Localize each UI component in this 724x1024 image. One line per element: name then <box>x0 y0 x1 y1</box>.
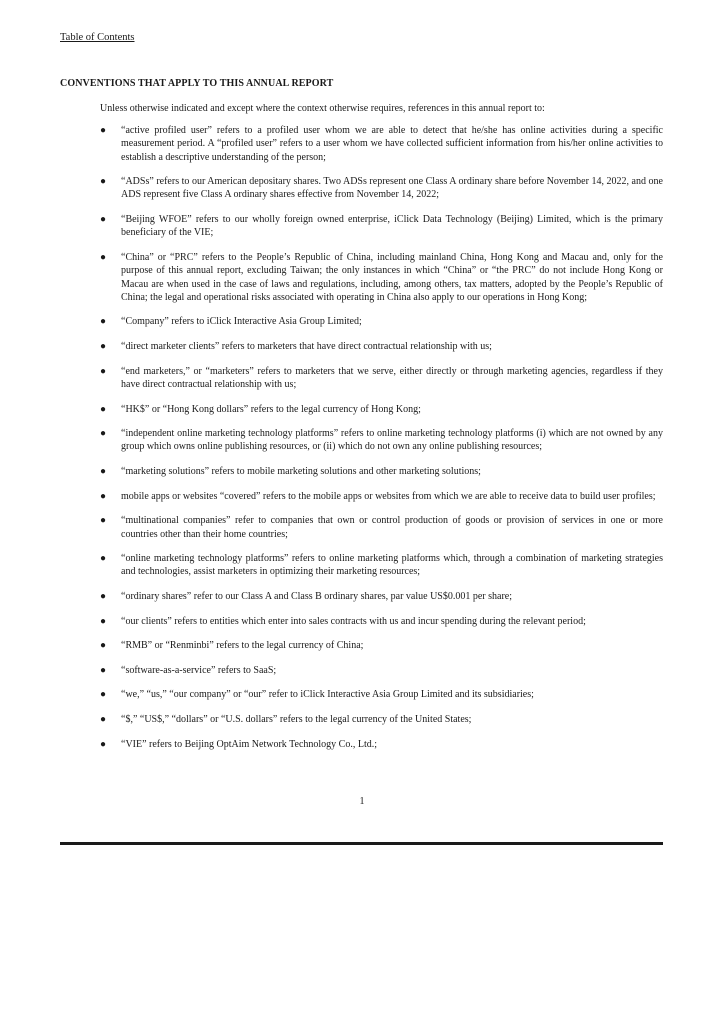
list-item <box>100 315 663 328</box>
list-item <box>100 490 663 503</box>
bullet-icon: ● <box>100 490 107 502</box>
list-item-text: “end marketers,” or “marketers” refers to marketers that we serve, either directly or through marketing agencies, regardless if they have direct contractual relationship with us; <box>121 365 663 390</box>
bullet-icon: ● <box>100 515 107 527</box>
bullet-icon: ● <box>100 251 107 263</box>
list-item-text: “active profiled user” refers to a profiled user whom we are able to detect that he/she has online activities during a specific measurement period. A “profiled user” refers to a user whom we have collected sufficient information from his/her online activities to establish a descriptive understanding of the person; <box>121 125 663 163</box>
page-number: 1 <box>359 796 365 807</box>
list-item <box>100 213 663 240</box>
list-item <box>100 465 663 478</box>
list-item-text: “RMB” or “Renminbi” refers to the legal currency of China; <box>121 640 364 652</box>
bullet-icon: ● <box>100 553 107 565</box>
list-item-text: “$,” “US$,” “dollars” or “U.S. dollars” refers to the legal currency of the United States; <box>121 713 472 725</box>
bullet-icon: ● <box>100 664 107 676</box>
list-item <box>100 688 663 701</box>
bullet-icon: ● <box>100 590 107 602</box>
list-item-text: “multinational companies” refer to companies that own or control production of goods or provision of services in one or more countries other than their home countries; <box>121 515 663 540</box>
list-item-text: mobile apps or websites “covered” refers to the mobile apps or websites from which we are able to receive data to build user profiles; <box>121 490 656 502</box>
list-item <box>100 514 663 541</box>
bullet-icon: ● <box>100 428 107 440</box>
list-item-text: “ADSs” refers to our American depositary shares. Two ADSs represent one Class A ordinary share before November 14, 2022, and one ADS represent five Class A ordinary shares effective from November 14, 2022; <box>121 176 663 201</box>
list-item <box>100 175 663 202</box>
list-item-text: “Beijing WFOE” refers to our wholly foreign owned enterprise, iClick Data Technology (Beijing) Limited, which is the primary beneficiary of the VIE; <box>121 214 663 239</box>
table-of-contents-link[interactable]: Table of Contents <box>60 32 135 43</box>
list-item-text: “Company” refers to iClick Interactive Asia Group Limited; <box>121 316 362 328</box>
list-item <box>100 615 663 628</box>
list-item-text: “direct marketer clients” refers to marketers that have direct contractual relationship with us; <box>121 341 492 353</box>
bullet-icon: ● <box>100 640 107 652</box>
footer-divider <box>60 842 663 845</box>
list-item <box>100 403 663 416</box>
list-item <box>100 738 663 751</box>
list-item-text: “independent online marketing technology platforms” refers to online marketing technology platforms (i) which are not owned by any group which owns online publishing resources, or (ii) which do not own any online publishing resources; <box>121 428 663 453</box>
bullet-icon: ● <box>100 176 107 188</box>
section-heading: CONVENTIONS THAT APPLY TO THIS ANNUAL REPORT <box>60 78 334 89</box>
bullet-icon: ● <box>100 214 107 226</box>
list-item-text: “VIE” refers to Beijing OptAim Network Technology Co., Ltd.; <box>121 738 378 750</box>
list-item-text: “marketing solutions” refers to mobile marketing solutions and other marketing solutions; <box>121 466 481 478</box>
bullet-icon: ● <box>100 615 107 627</box>
bullet-icon: ● <box>100 341 107 353</box>
list-item-text: “ordinary shares” refer to our Class A and Class B ordinary shares, par value US$0.001 per share; <box>121 590 513 602</box>
list-item <box>100 427 663 454</box>
list-item <box>100 251 663 304</box>
bullet-icon: ● <box>100 713 107 725</box>
bullet-icon: ● <box>100 365 107 377</box>
list-item <box>100 664 663 677</box>
definitions-list <box>100 124 663 762</box>
bullet-icon: ● <box>100 316 107 328</box>
list-item <box>100 639 663 652</box>
bullet-icon: ● <box>100 466 107 478</box>
list-item <box>100 365 663 392</box>
list-item-text: “our clients” refers to entities which enter into sales contracts with us and incur spending during the relevant period; <box>121 615 586 627</box>
list-item <box>100 590 663 603</box>
bullet-icon: ● <box>100 689 107 701</box>
list-item <box>100 340 663 353</box>
bullet-icon: ● <box>100 738 107 750</box>
list-item-text: “China” or “PRC” refers to the People’s Republic of China, including mainland China, Hong Kong and Macau and, only for the purpose of this annual report, excluding Taiwan; the only instances in which “China” or “the PRC” do not include Hong Kong or Macau are when used in the case of laws and regulations, including, among others, tax matters, adopted by the People’s Republic of China; the legal and operational risks associated with operating in China also apply to our operations in Hong Kong; <box>121 251 663 303</box>
list-item <box>100 713 663 726</box>
list-item-text: “software-as-a-service” refers to SaaS; <box>121 664 277 676</box>
list-item <box>100 552 663 579</box>
bullet-icon: ● <box>100 403 107 415</box>
list-item-text: “we,” “us,” “our company” or “our” refer to iClick Interactive Asia Group Limited and its subsidiaries; <box>121 689 534 701</box>
list-item-text: “online marketing technology platforms” refers to online marketing platforms which, through a combination of marketing strategies and technologies, assist marketers in optimizing their marketing resources; <box>121 553 663 578</box>
list-item <box>100 124 663 164</box>
list-item-text: “HK$” or “Hong Kong dollars” refers to the legal currency of Hong Kong; <box>121 403 421 415</box>
intro-paragraph: Unless otherwise indicated and except where the context otherwise requires, references in this annual report to: <box>100 103 545 114</box>
bullet-icon: ● <box>100 125 107 136</box>
